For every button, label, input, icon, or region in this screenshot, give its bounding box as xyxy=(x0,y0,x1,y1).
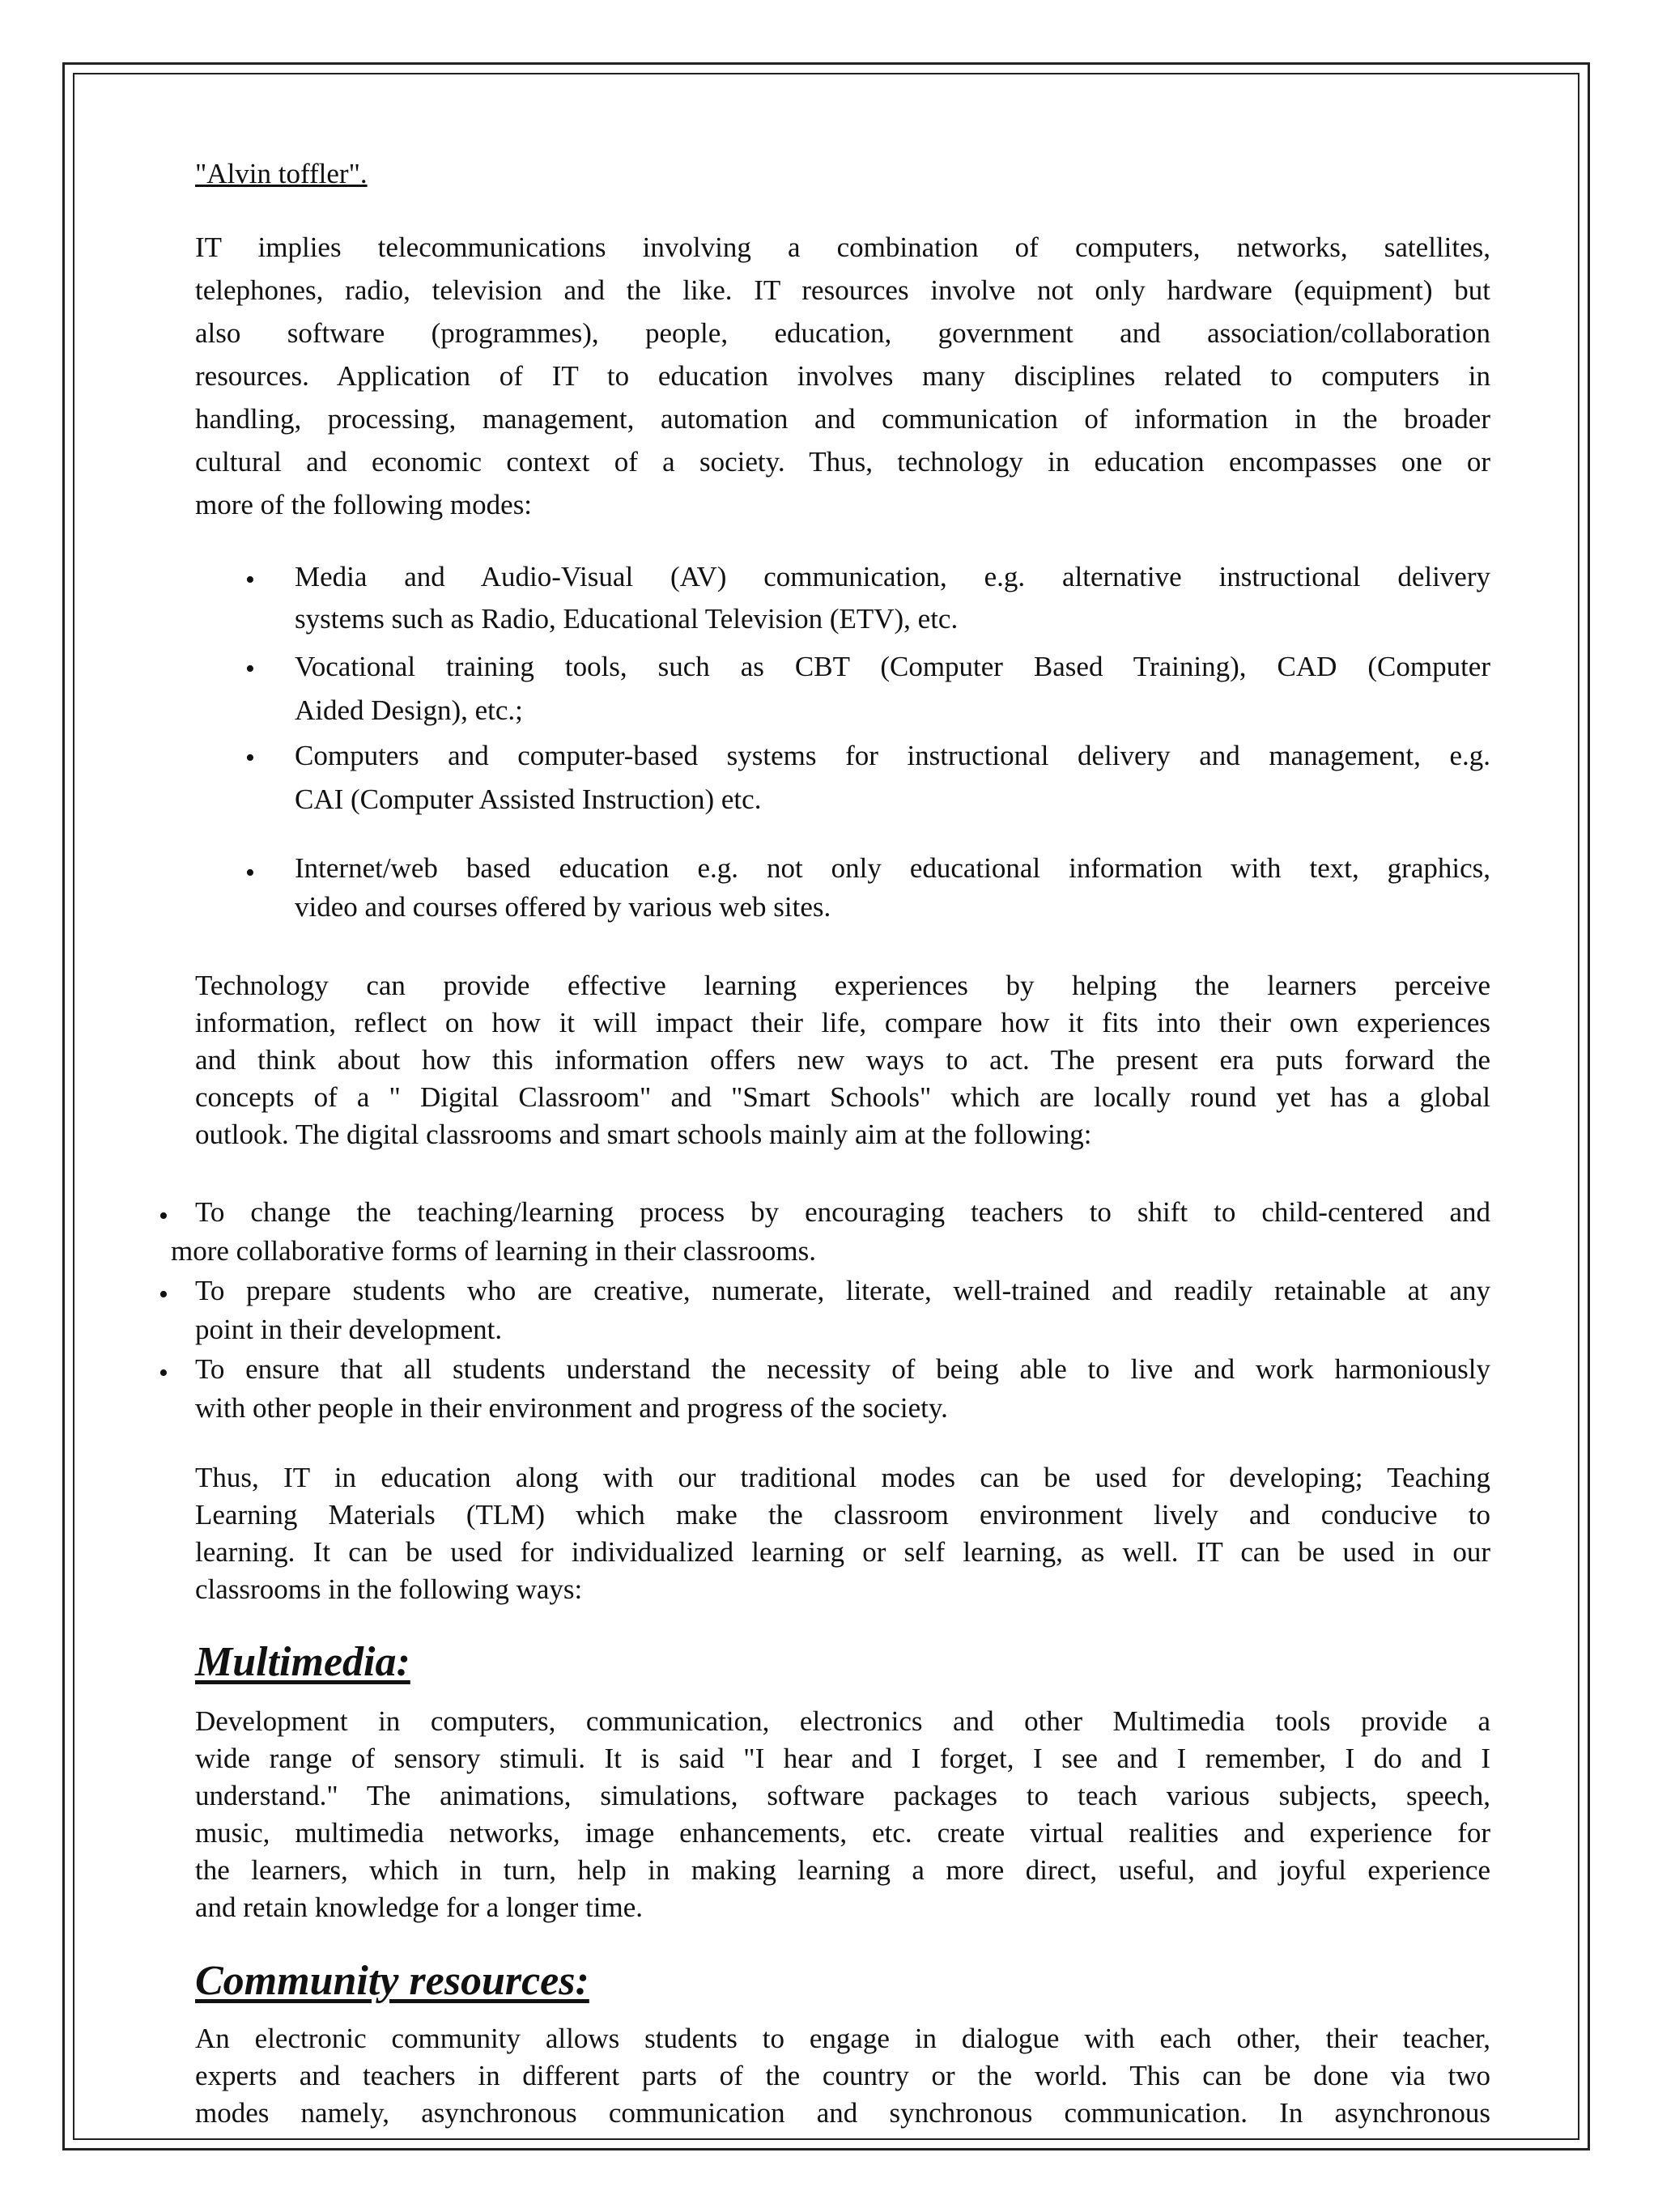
bullet-icon: • xyxy=(245,565,255,595)
quote-author: "Alvin toffler". xyxy=(195,158,368,189)
list-item: Media and Audio-Visual (AV) communication, e.g. alternative instructional delivery systems such as Radio, Educational Television (ETV), etc. xyxy=(295,561,1490,635)
bullet-icon: • xyxy=(159,1358,168,1388)
list-item: Internet/web based education e.g. not only educational information with text, graphics, video and courses offered by various web sites. xyxy=(295,852,1490,923)
intro-line: resources. Application of IT to education involves many disciplines related to computers in xyxy=(195,360,1490,392)
community-paragraph: An electronic community allows students to engage in dialogue with each other, their teacher, experts and teachers in different parts of the country or the world. This can be done via two modes namely, asynchronous communication and synchronous communication. In asynchronous xyxy=(195,2023,1490,2129)
intro-line: cultural and economic context of a society. Thus, technology in education encompasses one or xyxy=(195,446,1490,478)
multimedia-paragraph: Development in computers, communication, electronics and other Multimedia tools provide a wide range of sensory stimuli. It is said "I hear and I forget, I see and I remember, I do and I understand." The animations, simulations, software packages to teach various subjects, speech, music, multimedia networks, image enhancements, etc. create virtual realities and experience for the learners, which in turn, help in making learning a more direct, useful, and joyful experience and retain knowledge for a longer time. xyxy=(195,1705,1490,1923)
multimedia-heading: Multimedia: xyxy=(195,1639,410,1685)
intro-paragraph xyxy=(195,226,1490,526)
bullet-icon: • xyxy=(159,1201,168,1231)
bullet-icon: • xyxy=(245,654,255,684)
community-heading: Community resources: xyxy=(195,1958,589,2004)
technology-paragraph: Technology can provide effective learning experiences by helping the learners perceive information, reflect on how it will impact their life, compare how it fits into their own experiences and think about how this information offers new ways to act. The present era puts forward the concepts of a " Digital Classroom" and "Smart Schools" which are locally round yet has a global outlook. The digital classrooms and smart schools mainly aim at the following: xyxy=(195,970,1490,1150)
list-item-continuation: more collaborative forms of learning in their classrooms. xyxy=(171,1235,816,1267)
intro-line: also software (programmes), people, education, government and association/collaboration xyxy=(195,317,1490,349)
intro-line: telephones, radio, television and the like. IT resources involve not only hardware (equipment) but xyxy=(195,274,1490,306)
list-item: Computers and computer-based systems for instructional delivery and management, e.g. CAI (Computer Assisted Instruction) etc. xyxy=(295,740,1490,815)
intro-line: IT implies telecommunications involving a combination of computers, networks, satellites, xyxy=(195,231,1490,263)
bullet-icon: • xyxy=(159,1280,168,1310)
intro-line: more of the following modes: xyxy=(195,489,533,520)
bullet-icon: • xyxy=(245,743,255,773)
list-item: To ensure that all students understand the necessity of being able to live and work harmoniously with other people in their environment and progress of the society. xyxy=(195,1353,1490,1424)
list-item: To change the teaching/learning process by encouraging teachers to shift to child-centered and xyxy=(195,1196,1490,1228)
intro-line: handling, processing, management, automation and communication of information in the broader xyxy=(195,403,1490,435)
list-item: Vocational training tools, such as CBT (Computer Based Training), CAD (Computer Aided Design), etc.; xyxy=(295,651,1490,726)
tlm-paragraph: Thus, IT in education along with our traditional modes can be used for developing; Teaching Learning Materials (TLM) which make the classroom environment lively and conducive to learning. It can be used for individualized learning or self learning, as well. IT can be used in our classrooms in the following ways: xyxy=(195,1462,1490,1605)
list-item: To prepare students who are creative, numerate, literate, well-trained and readily retainable at any point in their development. xyxy=(195,1275,1490,1345)
bullet-icon: • xyxy=(245,858,255,888)
